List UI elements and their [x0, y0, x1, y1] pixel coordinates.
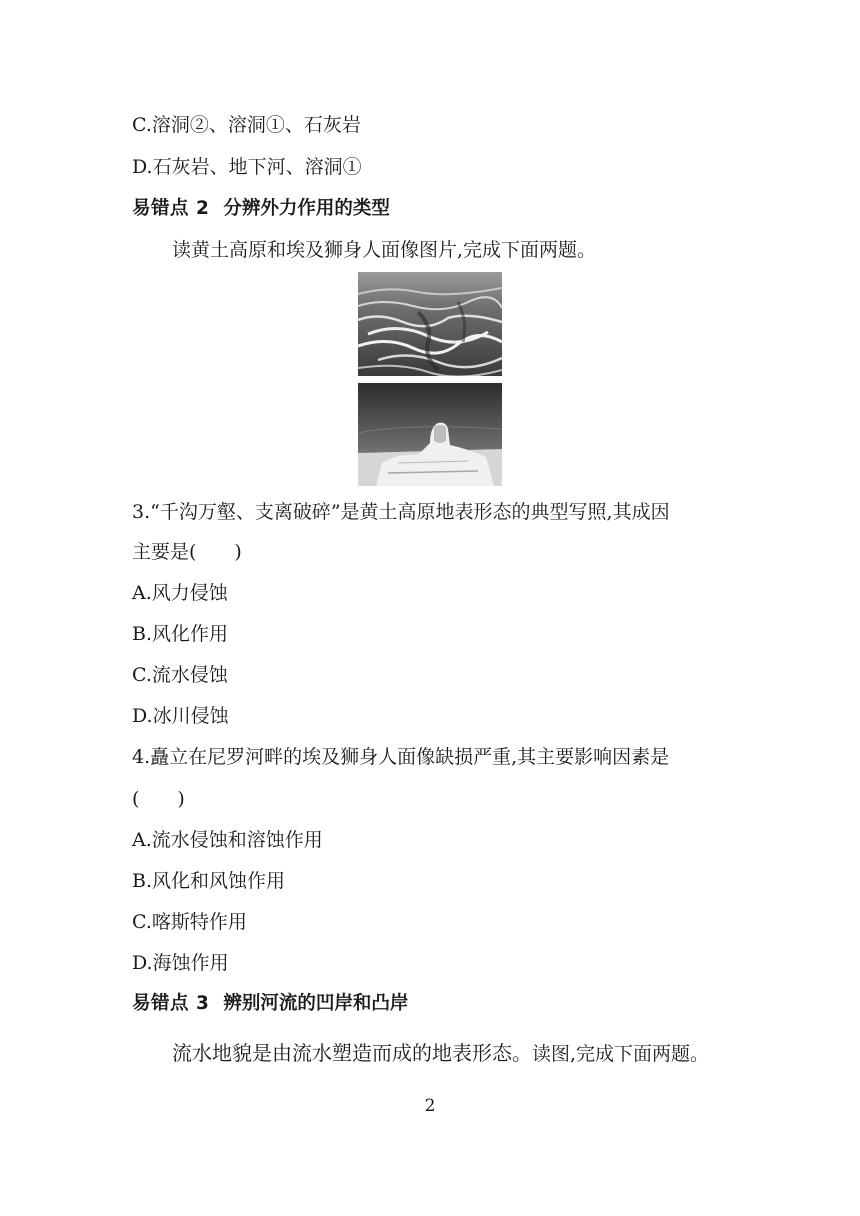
landform-intro — [172, 1041, 709, 1066]
q4-option-b: B.风化和风蚀作用 — [132, 870, 286, 892]
q4-stem-line2: ( ) — [132, 788, 185, 810]
q4-option-c: C.喀斯特作用 — [132, 911, 247, 933]
heading-label: 易错点 3 — [132, 993, 210, 1014]
section-heading-3 — [132, 992, 408, 1016]
section-heading-2 — [132, 197, 390, 221]
loess-plateau-photo — [358, 272, 502, 376]
q2-option-c: C.溶洞②、溶洞①、石灰岩 — [132, 114, 361, 136]
q3-option-c: C.流水侵蚀 — [132, 664, 228, 686]
page-number: 2 — [424, 1096, 436, 1116]
q3-option-d: D.冰川侵蚀 — [132, 705, 229, 727]
q4-option-a: A.流水侵蚀和溶蚀作用 — [132, 829, 323, 851]
intro-lead: 流水地貌是由流水塑造而成的地表形态。 — [172, 1041, 532, 1065]
intro-tail: 读图,完成下面两题。 — [532, 1043, 710, 1065]
reading-intro: 读黄土高原和埃及狮身人面像图片,完成下面两题。 — [172, 239, 597, 261]
sphinx-photo — [358, 383, 502, 486]
q4-option-d: D.海蚀作用 — [132, 952, 229, 974]
heading-label: 易错点 2 — [132, 198, 210, 219]
heading-title: 辨别河流的凹岸和凸岸 — [223, 993, 409, 1014]
q3-option-b: B.风化作用 — [132, 623, 229, 645]
heading-title: 分辨外力作用的类型 — [223, 198, 390, 219]
q4-stem-line1: 4.矗立在尼罗河畔的埃及狮身人面像缺损严重,其主要影响因素是 — [132, 746, 670, 768]
q3-option-a: A.风力侵蚀 — [132, 582, 228, 604]
q3-stem-line2: 主要是( ) — [132, 541, 242, 563]
q3-stem-line1: 3.“千沟万壑、支离破碎”是黄土高原地表形态的典型写照,其成因 — [132, 501, 670, 523]
q2-option-d: D.石灰岩、地下河、溶洞① — [132, 156, 362, 178]
